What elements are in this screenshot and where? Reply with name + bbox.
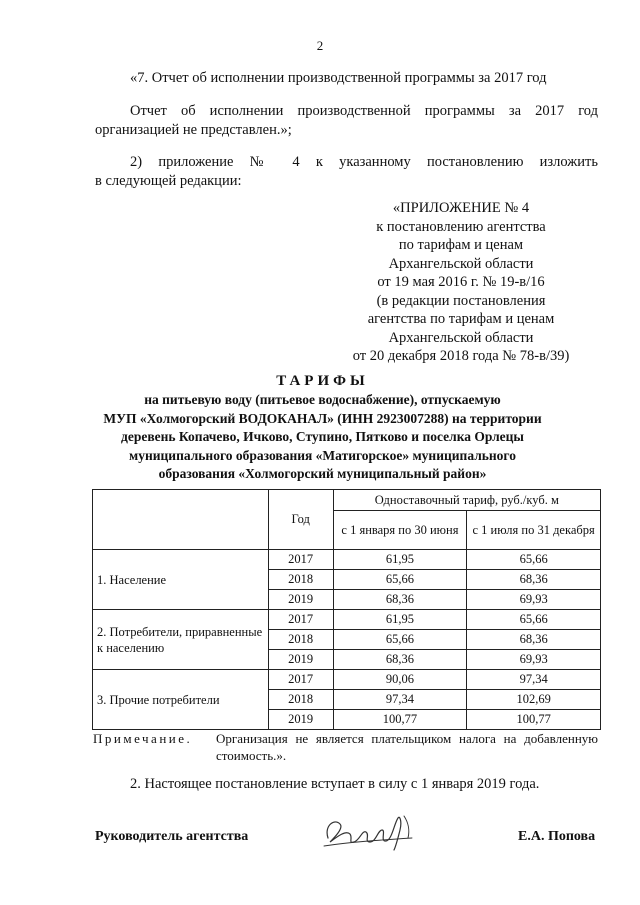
year-cell: 2017 [268,550,333,570]
section-7-heading: «7. Отчет об исполнении производственной программы за 2017 год [130,70,547,86]
tariff-cell: 61,95 [333,550,467,570]
year-cell: 2019 [268,710,333,730]
tariff-cell: 68,36 [333,650,467,670]
signatory-title: Руководитель агентства [95,829,249,844]
table-row [93,610,601,630]
category-header-cell [93,490,269,550]
appendix-line: к постановлению агентства [376,218,546,235]
page-number: 2 [316,38,324,53]
effective-date-paragraph: 2. Настоящее постановление вступает в силу с 1 января 2019 года. [130,776,540,792]
year-cell: 2017 [268,670,333,690]
category-cell: 2. Потребители, приравненные к населению [93,610,269,670]
note-label: Примечание. [93,731,193,746]
signatory-name: Е.А. Попова [518,829,596,844]
item-2-line-1: 2) приложение № 4 к указанному постановлению изложить [130,154,598,170]
tariffs-heading: ТАРИФЫ [276,373,369,389]
tariff-cell: 69,93 [467,590,601,610]
tariffs-title-line: на питьевую воду (питьевое водоснабжение), отпускаемую [144,392,501,407]
appendix-line: Архангельской области [388,255,534,272]
tariffs-title-line: муниципального образования «Матигорское» муниципального [129,447,516,463]
tariff-cell: 90,06 [333,670,467,690]
tariff-header: Одноставочный тариф, руб./куб. м [333,490,600,511]
tariff-cell: 68,36 [467,630,601,650]
category-cell: 3. Прочие потребители [93,670,269,730]
table-row [93,550,601,570]
year-cell: 2019 [268,590,333,610]
table-row [93,670,601,690]
appendix-line: от 19 мая 2016 г. № 19-в/16 [377,274,545,290]
tariff-cell: 68,36 [333,590,467,610]
section-7-body-line-1: Отчет об исполнении производственной программы за 2017 год [130,103,598,119]
year-header: Год [268,490,333,550]
tariff-cell: 65,66 [333,630,467,650]
tariff-cell: 100,77 [333,710,467,730]
tariff-cell: 97,34 [467,670,601,690]
tariff-cell: 100,77 [467,710,601,730]
tariffs-title-line: образования «Холмогорский муниципальный район» [158,466,487,481]
year-cell: 2018 [268,630,333,650]
appendix-header [330,199,592,366]
tariff-cell: 102,69 [467,690,601,710]
appendix-line: (в редакции постановления [376,292,546,309]
tariffs-table [92,489,601,730]
tariffs-title-line: деревень Копачево, Ичково, Ступино, Пятково и поселка Орлецы [121,429,524,444]
tariffs-title-block [80,371,565,484]
tariffs-title-line: МУП «Холмогорский ВОДОКАНАЛ» (ИНН 2923007288) на территории [103,410,542,426]
item-2-line-2: в следующей редакции: [95,173,242,189]
appendix-line: от 20 декабря 2018 года № 78-в/39) [352,348,570,364]
tariff-cell: 69,93 [467,650,601,670]
period-1-header: с 1 января по 30 июня [333,511,467,550]
appendix-line: по тарифам и ценам [398,237,524,253]
appendix-line: Архангельской области [388,329,534,346]
category-cell: 1. Население [93,550,269,610]
tariff-cell: 65,66 [333,570,467,590]
tariff-cell: 68,36 [467,570,601,590]
year-cell: 2018 [268,690,333,710]
note-text: Организация не является плательщиком налога на добавленную стоимость.». [216,731,598,763]
appendix-line: агентства по тарифам и ценам [367,311,555,327]
section-7-body-line-2: организацией не представлен.»; [95,122,292,138]
year-cell: 2019 [268,650,333,670]
tariff-cell: 61,95 [333,610,467,630]
year-cell: 2017 [268,610,333,630]
tariff-cell: 65,66 [467,550,601,570]
tariff-cell: 97,34 [333,690,467,710]
year-cell: 2018 [268,570,333,590]
appendix-line: «ПРИЛОЖЕНИЕ № 4 [392,200,530,216]
period-2-header: с 1 июля по 31 декабря [467,511,601,550]
tariff-cell: 65,66 [467,610,601,630]
handwritten-signature [320,808,420,852]
